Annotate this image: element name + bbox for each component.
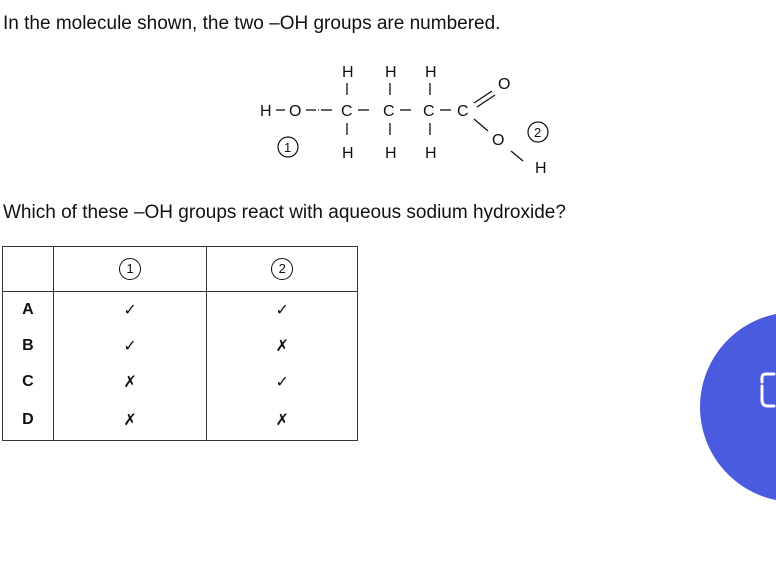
cross-mark: ✗ — [207, 400, 358, 441]
atom-c-4: C — [457, 103, 469, 120]
cross-mark: ✗ — [53, 400, 207, 441]
bond-double-a — [474, 91, 492, 103]
atom-h-top-2: H — [385, 64, 397, 81]
bond-o2-h — [511, 151, 523, 161]
atom-h-top-1: H — [342, 64, 354, 81]
row-label: D — [3, 400, 54, 441]
header-group-1 — [53, 247, 207, 292]
row-label: A — [3, 292, 54, 329]
atom-o-2: O — [492, 132, 505, 149]
atom-h-bot-2: H — [385, 145, 397, 162]
atom-c-3: C — [423, 103, 435, 120]
molecule-structure — [252, 55, 592, 185]
group1-number: 1 — [284, 140, 292, 155]
table-row[interactable] — [3, 328, 358, 364]
header-group-2 — [207, 247, 358, 292]
table-row[interactable] — [3, 364, 358, 400]
atom-o-carbonyl: O — [498, 76, 511, 93]
header-group-2-label: 2 — [271, 258, 293, 280]
question-prompt: Which of these –OH groups react with aqueous sodium hydroxide? — [3, 202, 566, 223]
check-mark: ✓ — [207, 292, 358, 329]
atom-o-1: O — [289, 103, 302, 120]
row-label: C — [3, 364, 54, 400]
bond-c-o2 — [474, 119, 488, 131]
table-row[interactable] — [3, 400, 358, 441]
check-mark: ✓ — [207, 364, 358, 400]
atom-h-left: H — [260, 103, 272, 120]
atom-c-1: C — [341, 103, 353, 120]
question-intro: In the molecule shown, the two –OH groups are numbered. — [3, 13, 501, 34]
table-row[interactable] — [3, 292, 358, 329]
atom-h-bot-1: H — [342, 145, 354, 162]
cross-mark: ✗ — [53, 364, 207, 400]
bracket-icon[interactable] — [756, 368, 776, 416]
table-header-row — [3, 247, 358, 292]
group2-number: 2 — [534, 125, 542, 140]
header-empty — [3, 247, 54, 292]
bond-double-b — [477, 95, 495, 107]
answer-table — [2, 246, 358, 441]
cross-mark: ✗ — [207, 328, 358, 364]
row-label: B — [3, 328, 54, 364]
atom-h-top-3: H — [425, 64, 437, 81]
atom-h-bot-3: H — [425, 145, 437, 162]
check-mark: ✓ — [53, 328, 207, 364]
atom-c-2: C — [383, 103, 395, 120]
atom-h-acid: H — [535, 160, 547, 177]
header-group-1-label: 1 — [119, 258, 141, 280]
check-mark: ✓ — [53, 292, 207, 329]
